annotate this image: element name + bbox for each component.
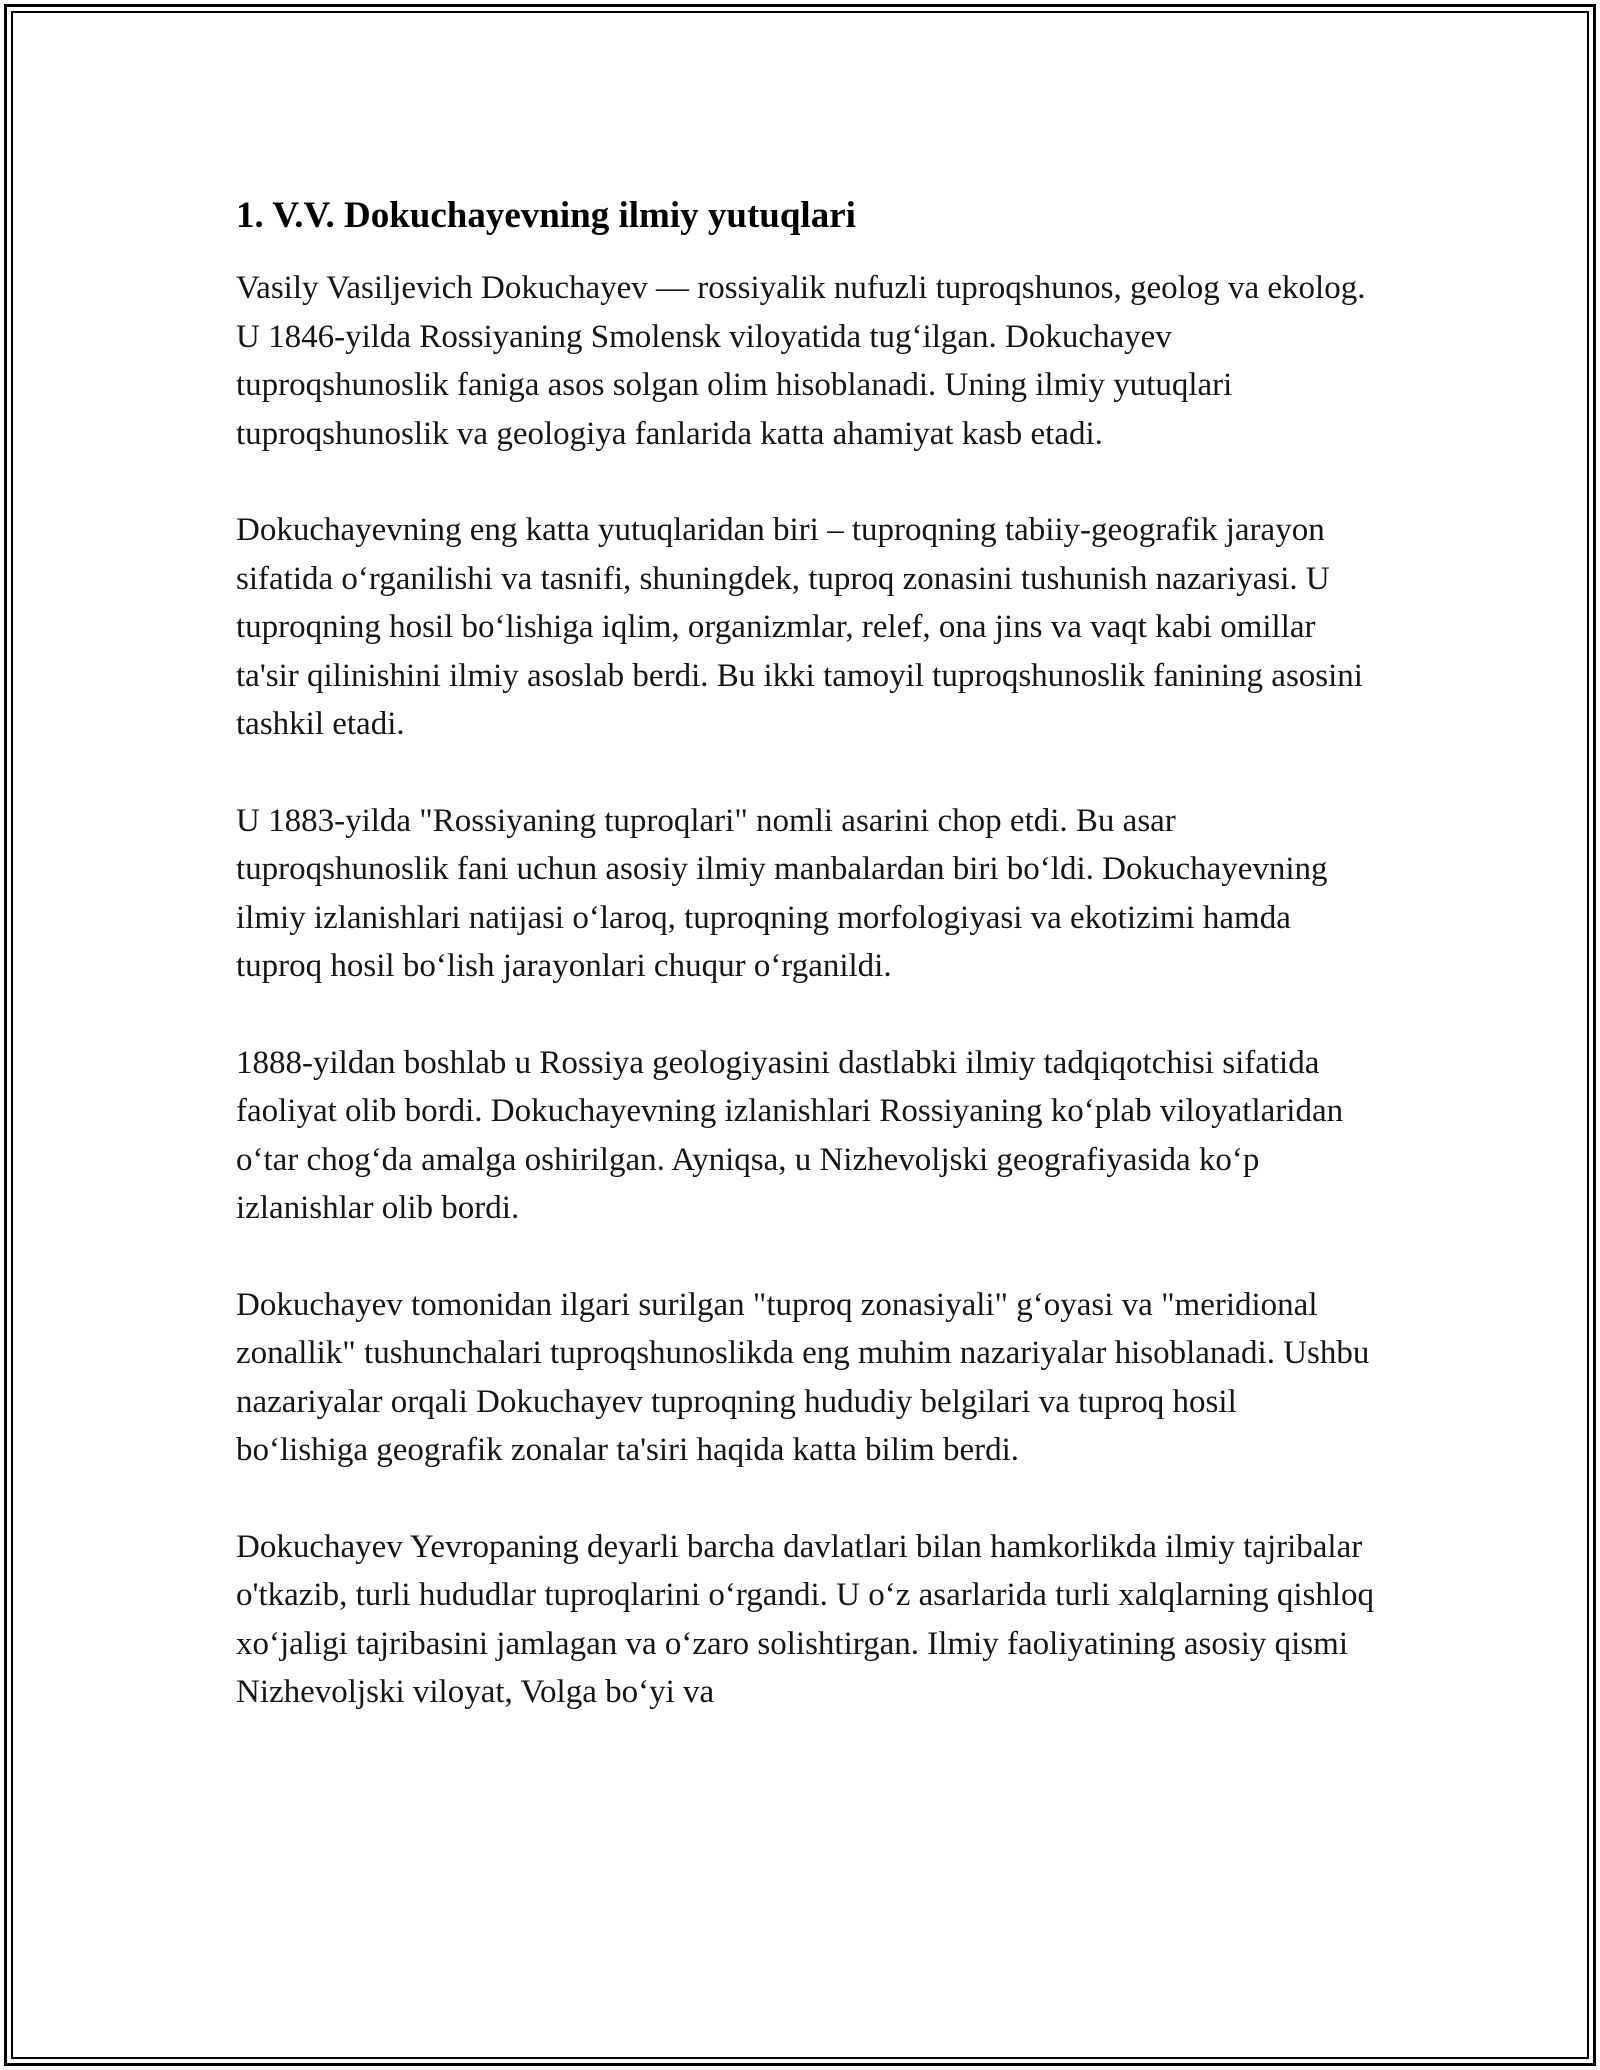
- paragraph-geology-1888: 1888-yildan boshlab u Rossiya geologiyasini dastlabki ilmiy tadqiqotchisi sifatida faoliyat olib bordi. Dokuchayevning izlanishlari Rossiyaning koʻplab viloyatlaridan oʻtar chogʻda amalga oshirilgan. Ayniqsa, u Nizhevoljski geografiyasida koʻp izlanishlar olib bordi.: [236, 1044, 1344, 1226]
- paragraph-zonality-theory: Dokuchayev tomonidan ilgari surilgan "tuproq zonasiyali" gʻoyasi va "meridional zonallik" tushunchalari tuproqshunoslikda eng muhim nazariyalar hisoblanadi. Ushbu nazariyalar orqali Dokuchayev tuproqning hududiy belgilari va tuproq hosil boʻlishiga geografik zonalar ta'siri haqida katta bilim berdi.: [236, 1286, 1370, 1468]
- paragraph-soil-factors: Dokuchayevning eng katta yutuqlaridan biri – tuproqning tabiiy-geografik jarayon sifatida oʻrganilishi va tasnifi, shuningdek, tuproq zonasini tushunish nazariyasi. U tuproqning hosil boʻlishiga iqlim, organizmlar, relef, ona jins va vaqt kabi omillar ta'sir qilinishini ilmiy asoslab berdi. Bu ikki tamoyil tuproqshunoslik fanining asosini tashkil etadi.: [236, 512, 1363, 742]
- document-body: [236, 188, 1376, 1765]
- paragraph-european-research: Dokuchayev Yevropaning deyarli barcha davlatlari bilan hamkorlikda ilmiy tajribalar o'tkazib, turli hududlar tuproqlarini oʻrgandi. U oʻz asarlarida turli xalqlarning qishloq xoʻjaligi tajribasini jamlagan va oʻzaro solishtirgan. Ilmiy faoliyatining asosiy qismi Nizhevoljski viloyat, Volga boʻyi va: [236, 1528, 1375, 1710]
- section-heading: 1. V.V. Dokuchayevning ilmiy yutuqlari: [236, 195, 856, 236]
- paragraph-intro: Vasily Vasiljevich Dokuchayev — rossiyalik nufuzli tuproqshunos, geolog va ekolog. U 1846-yilda Rossiyaning Smolensk viloyatida tugʻilgan. Dokuchayev tuproqshunoslik faniga asos solgan olim hisoblanadi. Uning ilmiy yutuqlari tuproqshunoslik va geologiya fanlarida katta ahamiyat kasb etadi.: [236, 270, 1366, 452]
- paragraph-publication-1883: U 1883-yilda "Rossiyaning tuproqlari" nomli asarini chop etdi. Bu asar tuproqshunoslik fani uchun asosiy ilmiy manbalardan biri boʻldi. Dokuchayevning ilmiy izlanishlari natijasi oʻlaroq, tuproqning morfologiyasi va ekotizimi hamda tuproq hosil boʻlish jarayonlari chuqur oʻrganildi.: [236, 802, 1328, 984]
